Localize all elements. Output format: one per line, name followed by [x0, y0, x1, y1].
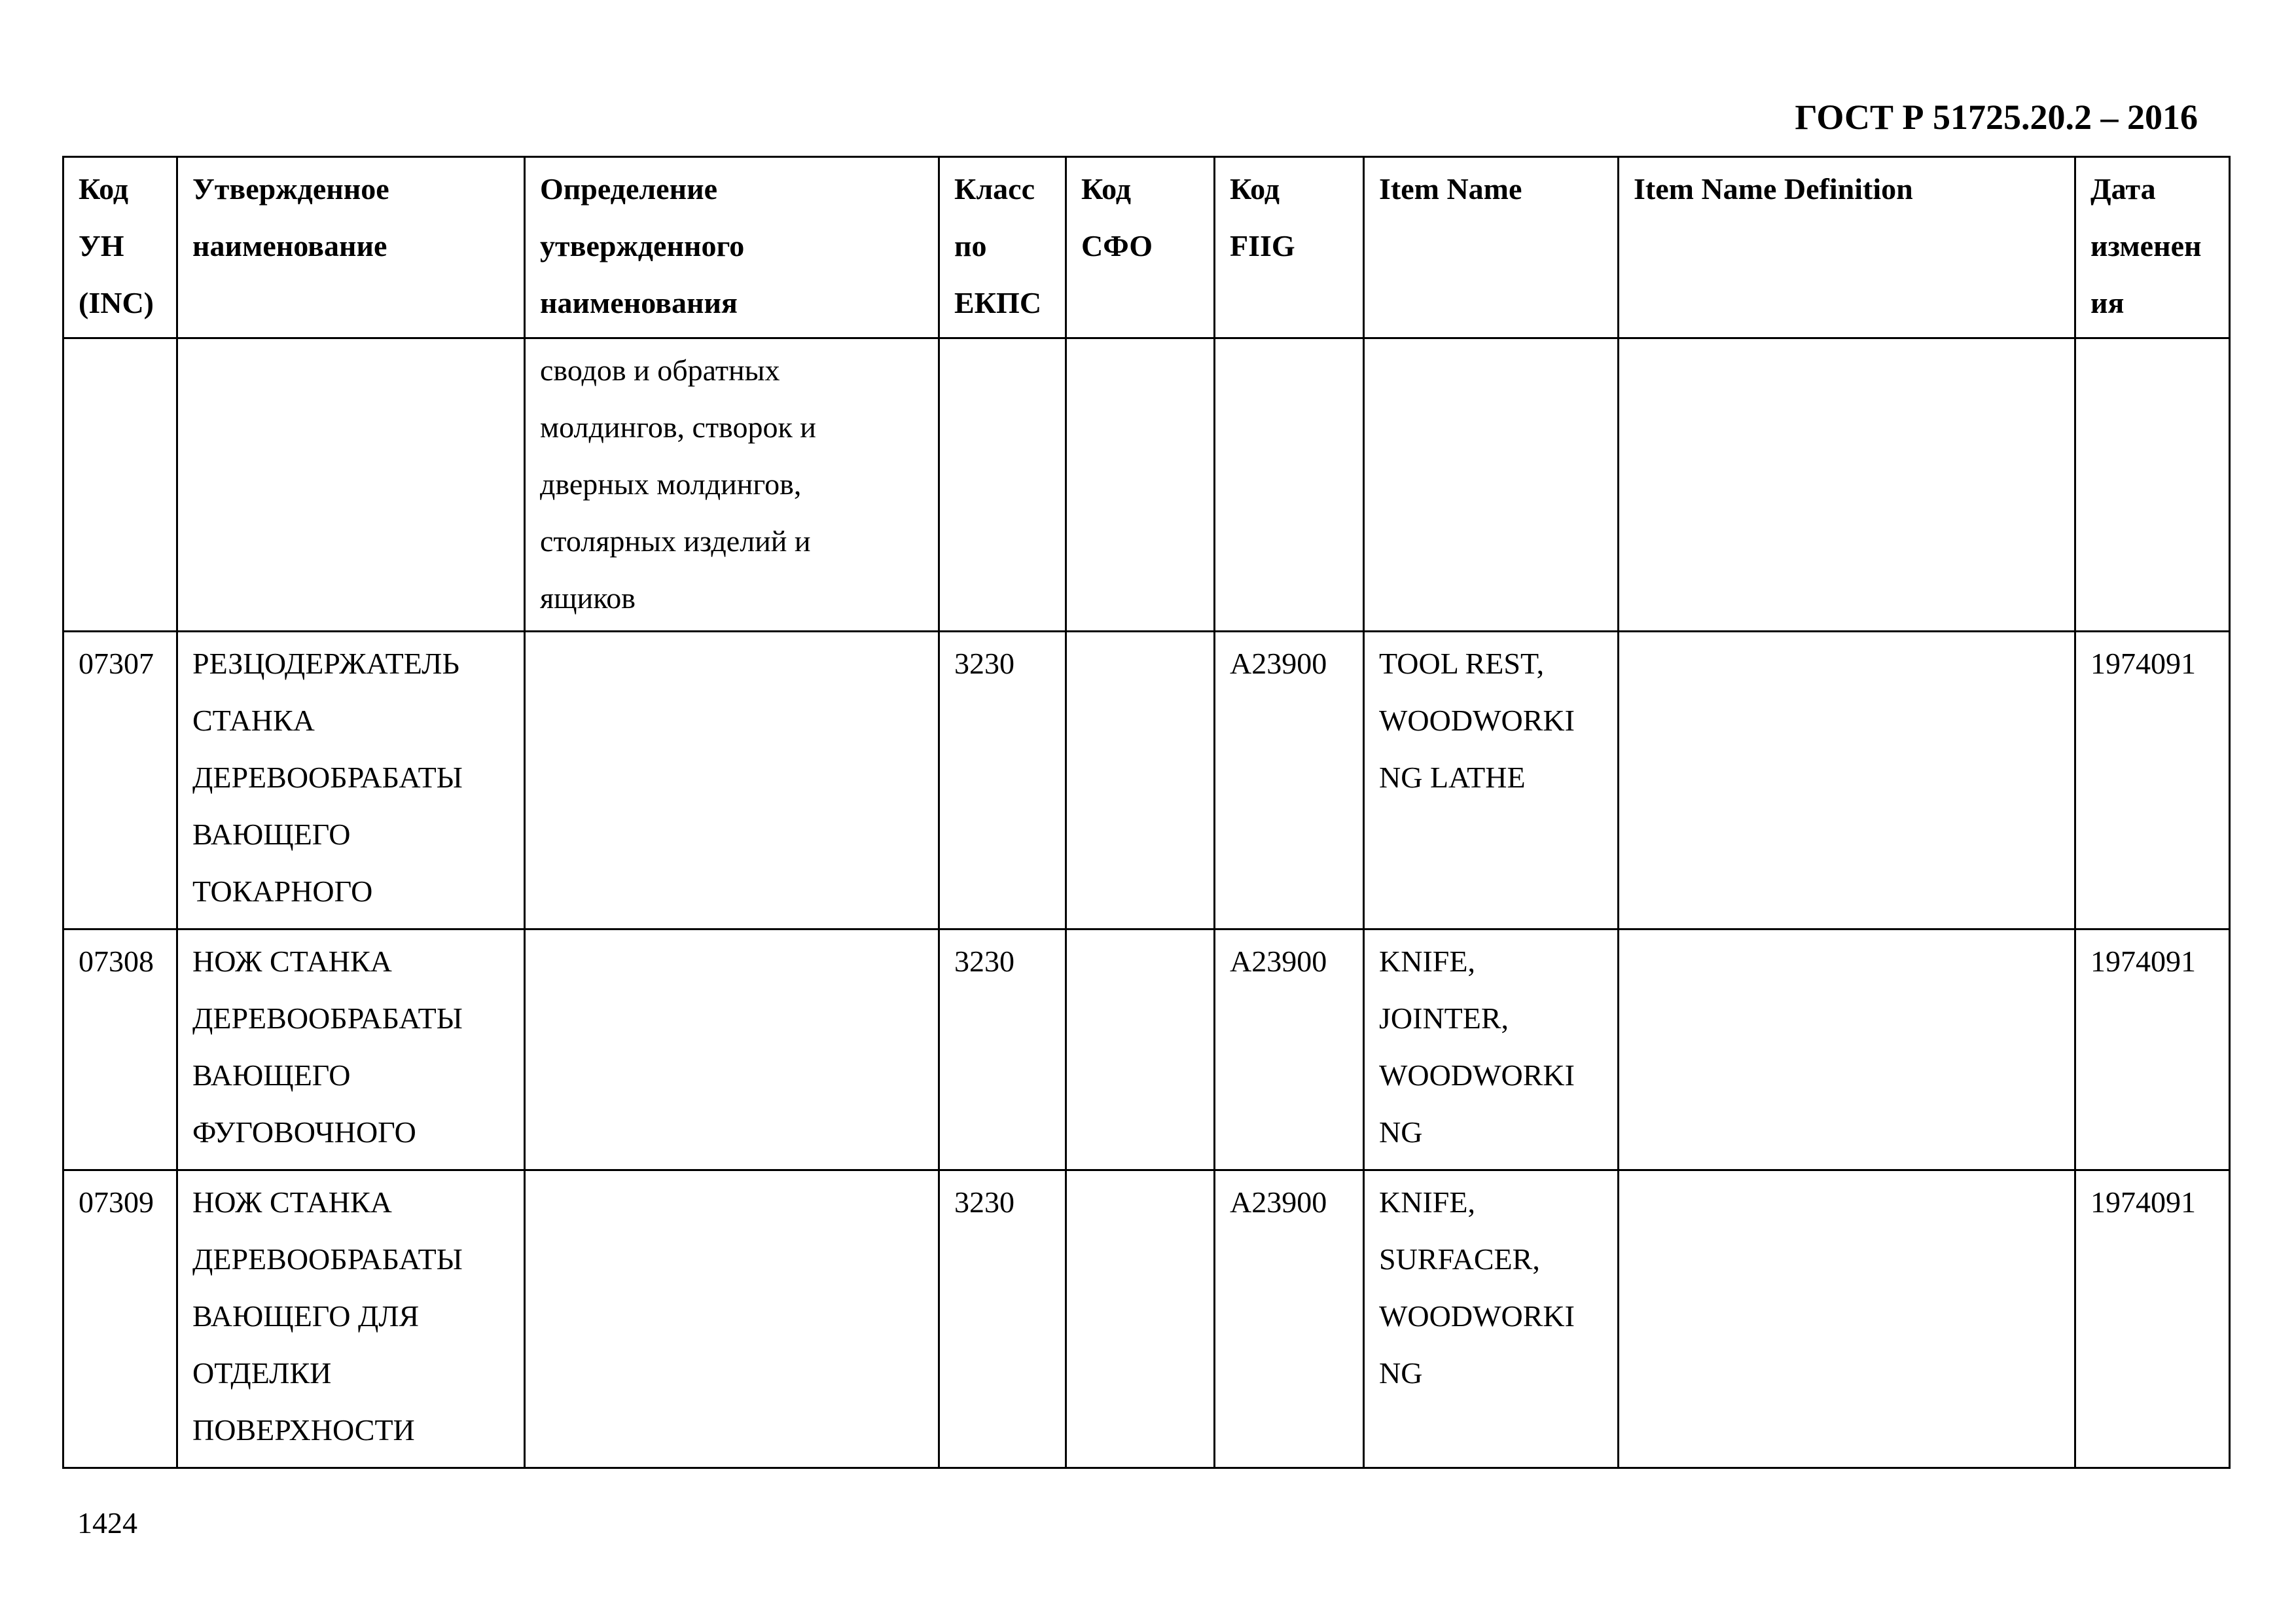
cell-item-name-definition	[1619, 338, 2075, 632]
cell-class: 3230	[939, 929, 1066, 1170]
cell-item-name: KNIFE, JOINTER, WOODWORKI NG	[1364, 929, 1619, 1170]
column-header-item-name: Item Name	[1364, 157, 1619, 338]
cell-approved-name	[177, 338, 525, 632]
cell-inc: 07309	[63, 1170, 177, 1468]
cell-sfo	[1066, 632, 1215, 929]
cell-class	[939, 338, 1066, 632]
cell-change-date: 1974091	[2075, 1170, 2230, 1468]
cell-inc: 07308	[63, 929, 177, 1170]
cell-definition	[525, 632, 939, 929]
cell-definition	[525, 1170, 939, 1468]
document-header: ГОСТ Р 51725.20.2 – 2016	[1795, 98, 2198, 137]
cell-definition	[525, 929, 939, 1170]
column-header-definition: Определение утвержденного наименования	[525, 157, 939, 338]
cell-fiig	[1215, 338, 1364, 632]
table-row	[63, 1170, 2230, 1468]
cell-definition: сводов и обратных молдингов, створок и дверных молдингов, столярных изделий и ящиков	[525, 338, 939, 632]
cell-approved-name: НОЖ СТАНКА ДЕРЕВООБРАБАТЫ ВАЮЩЕГО ФУГОВОЧНОГО	[177, 929, 525, 1170]
cell-item-name-definition	[1619, 1170, 2075, 1468]
column-header-sfo: Код СФО	[1066, 157, 1215, 338]
column-header-approved-name: Утвержденное наименование	[177, 157, 525, 338]
cell-approved-name: РЕЗЦОДЕРЖАТЕЛЬ СТАНКА ДЕРЕВООБРАБАТЫ ВАЮЩЕГО ТОКАРНОГО	[177, 632, 525, 929]
column-header-class: Класс по ЕКПС	[939, 157, 1066, 338]
cell-item-name-definition	[1619, 929, 2075, 1170]
cell-item-name: KNIFE, SURFACER, WOODWORKI NG	[1364, 1170, 1619, 1468]
cell-sfo	[1066, 1170, 1215, 1468]
cell-class: 3230	[939, 1170, 1066, 1468]
cell-change-date: 1974091	[2075, 632, 2230, 929]
column-header-inc: Код УН (INC)	[63, 157, 177, 338]
cell-sfo	[1066, 929, 1215, 1170]
cell-change-date: 1974091	[2075, 929, 2230, 1170]
cell-sfo	[1066, 338, 1215, 632]
page-number: 1424	[77, 1506, 137, 1540]
table-row	[63, 929, 2230, 1170]
cell-inc	[63, 338, 177, 632]
table-row	[63, 632, 2230, 929]
cell-item-name	[1364, 338, 1619, 632]
cell-inc: 07307	[63, 632, 177, 929]
table-header-row	[63, 157, 2230, 338]
cell-fiig: A23900	[1215, 929, 1364, 1170]
column-header-item-name-definition: Item Name Definition	[1619, 157, 2075, 338]
cell-fiig: A23900	[1215, 632, 1364, 929]
cell-item-name-definition	[1619, 632, 2075, 929]
cell-approved-name: НОЖ СТАНКА ДЕРЕВООБРАБАТЫ ВАЮЩЕГО ДЛЯ ОТДЕЛКИ ПОВЕРХНОСТИ	[177, 1170, 525, 1468]
cell-change-date	[2075, 338, 2230, 632]
cell-fiig: A23900	[1215, 1170, 1364, 1468]
cell-item-name: TOOL REST, WOODWORKI NG LATHE	[1364, 632, 1619, 929]
inc-table	[62, 156, 2231, 1469]
column-header-change-date: Дата изменен ия	[2075, 157, 2230, 338]
cell-class: 3230	[939, 632, 1066, 929]
table-row	[63, 338, 2230, 632]
column-header-fiig: Код FIIG	[1215, 157, 1364, 338]
